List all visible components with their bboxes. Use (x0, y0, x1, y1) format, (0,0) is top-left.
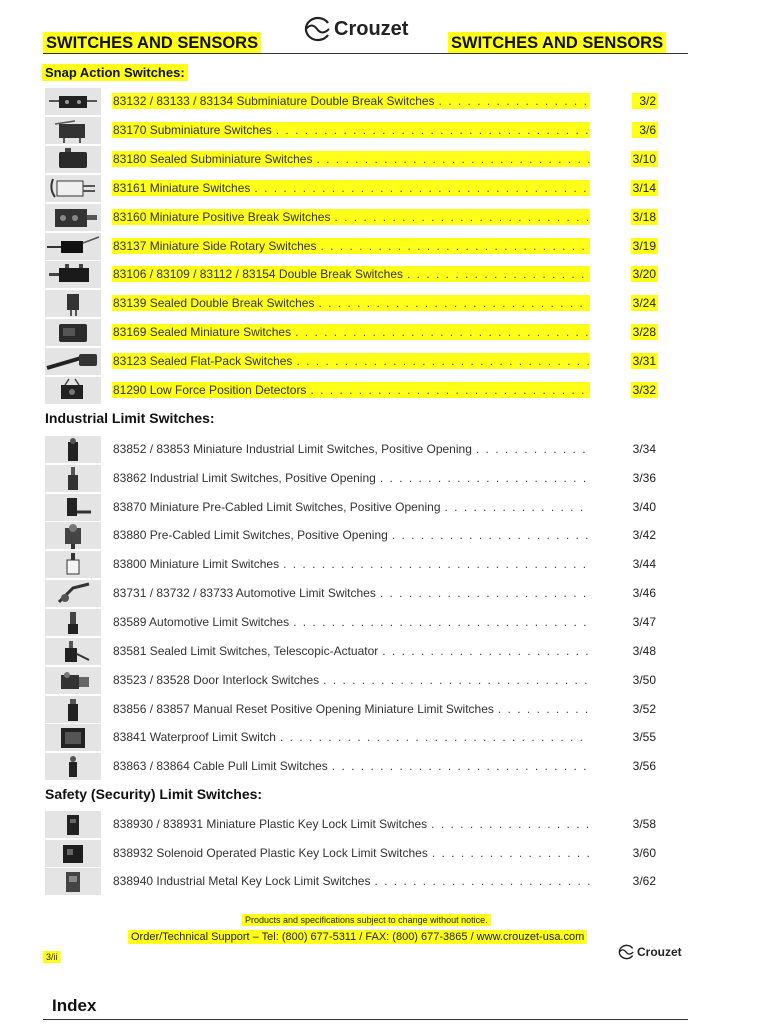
entry-page: 3/46 (632, 586, 656, 600)
entry-page: 3/6 (632, 122, 658, 138)
dot-leader (296, 354, 590, 368)
logo-text: Crouzet (334, 17, 409, 40)
entry-page: 3/20 (632, 267, 656, 281)
product-thumbnail (45, 811, 101, 838)
entry-page: 3/14 (632, 181, 656, 195)
list-item[interactable] (45, 233, 660, 260)
entry-title: 83132 / 83133 / 83134 Subminiature Double Break Switches (113, 94, 435, 108)
entry-title: 83169 Sealed Miniature Switches (113, 325, 292, 339)
entry-title: 83170 Subminiature Switches (113, 123, 272, 137)
dot-leader (392, 528, 590, 542)
product-thumbnail (45, 348, 101, 375)
dot-leader (310, 383, 590, 397)
list-item[interactable] (45, 175, 660, 202)
list-item[interactable] (45, 840, 660, 867)
entry-page: 3/19 (632, 239, 656, 253)
product-thumbnail (45, 724, 101, 751)
dot-leader (293, 615, 590, 629)
product-thumbnail (45, 175, 101, 202)
list-item[interactable] (45, 522, 660, 549)
entry-title: 83589 Automotive Limit Switches (113, 615, 290, 629)
entry-page: 3/31 (632, 354, 656, 368)
crouzet-logo (302, 16, 408, 42)
entry-title: 83161 Miniature Switches (113, 181, 251, 195)
list-item[interactable] (45, 868, 660, 895)
entry-page: 3/47 (632, 615, 656, 629)
entry-title: 83800 Miniature Limit Switches (113, 557, 280, 571)
product-thumbnail (45, 117, 101, 144)
entry-page: 3/55 (632, 730, 656, 744)
dot-leader (431, 817, 590, 831)
logo-text: Crouzet (637, 945, 682, 959)
entry-title: 83862 Industrial Limit Switches, Positive Opening (113, 471, 376, 485)
product-thumbnail (45, 290, 101, 317)
product-thumbnail (45, 868, 101, 895)
dot-leader (432, 846, 590, 860)
list-item[interactable] (45, 753, 660, 780)
section-heading-safety-limit: Safety (Security) Limit Switches: (45, 786, 263, 802)
list-item[interactable] (45, 377, 660, 404)
entry-title: 83160 Miniature Positive Break Switches (113, 210, 331, 224)
product-thumbnail (45, 551, 101, 578)
dot-leader (374, 874, 590, 888)
dot-leader (445, 500, 591, 514)
entry-page: 3/18 (632, 210, 656, 224)
header-title-right: SWITCHES AND SENSORS (448, 32, 666, 54)
crouzet-logo-footer (617, 944, 682, 960)
entry-title: 83581 Sealed Limit Switches, Telescopic-Actuator (113, 644, 379, 658)
product-thumbnail (45, 580, 101, 607)
entry-title: 83852 / 83853 Miniature Industrial Limit Switches, Positive Opening (113, 442, 472, 456)
entry-page: 3/34 (632, 442, 656, 456)
entry-page: 3/10 (632, 152, 656, 166)
list-item[interactable] (45, 117, 660, 144)
dot-leader (254, 181, 590, 195)
list-item[interactable] (45, 319, 660, 346)
dot-leader (407, 267, 590, 281)
entry-page: 3/58 (632, 817, 656, 831)
dot-leader (380, 471, 590, 485)
list-item[interactable] (45, 494, 660, 521)
product-thumbnail (45, 609, 101, 636)
dot-leader (320, 239, 590, 253)
list-item[interactable] (45, 204, 660, 231)
header-title-left: SWITCHES AND SENSORS (43, 32, 261, 54)
section-heading-snap-action: Snap Action Switches: (42, 64, 188, 81)
entry-title: 83106 / 83109 / 83112 / 83154 Double Break Switches (113, 267, 403, 281)
dot-leader (316, 152, 590, 166)
product-thumbnail (45, 522, 101, 549)
entry-page: 3/42 (632, 528, 656, 542)
dot-leader (334, 210, 590, 224)
entry-page: 3/32 (632, 383, 656, 397)
entry-page: 3/2 (632, 93, 658, 109)
entry-title: 83870 Miniature Pre-Cabled Limit Switches, Positive Opening (113, 500, 441, 514)
list-item[interactable] (45, 88, 660, 115)
entry-title: 83880 Pre-Cabled Limit Switches, Positive Opening (113, 528, 388, 542)
index-tab-label: Index (52, 996, 97, 1015)
list-item[interactable] (45, 580, 660, 607)
product-thumbnail (45, 233, 101, 260)
dot-leader (439, 94, 590, 108)
entry-title: 81290 Low Force Position Detectors (113, 383, 307, 397)
entry-page: 3/60 (632, 846, 656, 860)
entry-title: 838940 Industrial Metal Key Lock Limit Switches (113, 874, 371, 888)
dot-leader (382, 644, 590, 658)
dot-leader (323, 673, 590, 687)
footer-support: Order/Technical Support – Tel: (800) 677-5311 / FAX: (800) 677-3865 / www.crouzet-usa.com (128, 930, 587, 944)
list-item[interactable] (45, 696, 660, 723)
entry-page: 3/44 (632, 557, 656, 571)
product-thumbnail (45, 146, 101, 173)
entry-page: 3/62 (632, 874, 656, 888)
footer-notice: Products and specifications subject to change without notice. (242, 914, 491, 926)
dot-leader (498, 702, 590, 716)
entry-title: 83139 Sealed Double Break Switches (113, 296, 315, 310)
product-thumbnail (45, 261, 101, 288)
entry-page: 3/52 (632, 702, 656, 716)
product-thumbnail (45, 840, 101, 867)
product-thumbnail (45, 319, 101, 346)
list-item[interactable] (45, 261, 660, 288)
header-divider (43, 53, 688, 54)
list-item[interactable] (45, 465, 660, 492)
product-thumbnail (45, 204, 101, 231)
entry-page: 3/50 (632, 673, 656, 687)
list-item[interactable] (45, 638, 660, 665)
page-number: 3/ii (43, 951, 61, 963)
entry-title: 83523 / 83528 Door Interlock Switches (113, 673, 320, 687)
entry-title: 83841 Waterproof Limit Switch (113, 730, 276, 744)
dot-leader (283, 557, 590, 571)
dot-leader (476, 442, 590, 456)
product-thumbnail (45, 88, 101, 115)
crouzet-logo-icon (617, 944, 635, 960)
dot-leader (332, 759, 590, 773)
entry-title: 83180 Sealed Subminiature Switches (113, 152, 313, 166)
index-divider (43, 1019, 688, 1020)
product-thumbnail (45, 753, 101, 780)
list-item[interactable] (45, 551, 660, 578)
list-item[interactable] (45, 811, 660, 838)
list-item[interactable] (45, 290, 660, 317)
list-item[interactable] (45, 348, 660, 375)
entry-page: 3/28 (632, 325, 656, 339)
list-item[interactable] (45, 667, 660, 694)
entry-page: 3/40 (632, 500, 656, 514)
product-thumbnail (45, 667, 101, 694)
list-item[interactable] (45, 146, 660, 173)
dot-leader (276, 123, 590, 137)
dot-leader (295, 325, 590, 339)
entry-title: 83731 / 83732 / 83733 Automotive Limit Switches (113, 586, 376, 600)
list-item[interactable] (45, 436, 660, 463)
crouzet-logo-icon (302, 16, 332, 42)
dot-leader (318, 296, 590, 310)
entry-title: 83137 Miniature Side Rotary Switches (113, 239, 317, 253)
product-thumbnail (45, 494, 101, 521)
entry-page: 3/56 (632, 759, 656, 773)
product-thumbnail (45, 696, 101, 723)
entry-title: 838930 / 838931 Miniature Plastic Key Lock Limit Switches (113, 817, 428, 831)
product-thumbnail (45, 465, 101, 492)
product-thumbnail (45, 436, 101, 463)
entry-title: 83123 Sealed Flat-Pack Switches (113, 354, 293, 368)
list-item[interactable] (45, 724, 660, 751)
entry-page: 3/48 (632, 644, 656, 658)
section-heading-industrial-limit: Industrial Limit Switches: (45, 410, 215, 426)
product-thumbnail (45, 638, 101, 665)
product-thumbnail (45, 377, 101, 404)
dot-leader (280, 730, 590, 744)
list-item[interactable] (45, 609, 660, 636)
entry-page: 3/36 (632, 471, 656, 485)
entry-title: 838932 Solenoid Operated Plastic Key Lock Limit Switches (113, 846, 428, 860)
dot-leader (380, 586, 590, 600)
entry-title: 83856 / 83857 Manual Reset Positive Opening Miniature Limit Switches (113, 702, 494, 716)
entry-page: 3/24 (632, 296, 656, 310)
entry-title: 83863 / 83864 Cable Pull Limit Switches (113, 759, 328, 773)
